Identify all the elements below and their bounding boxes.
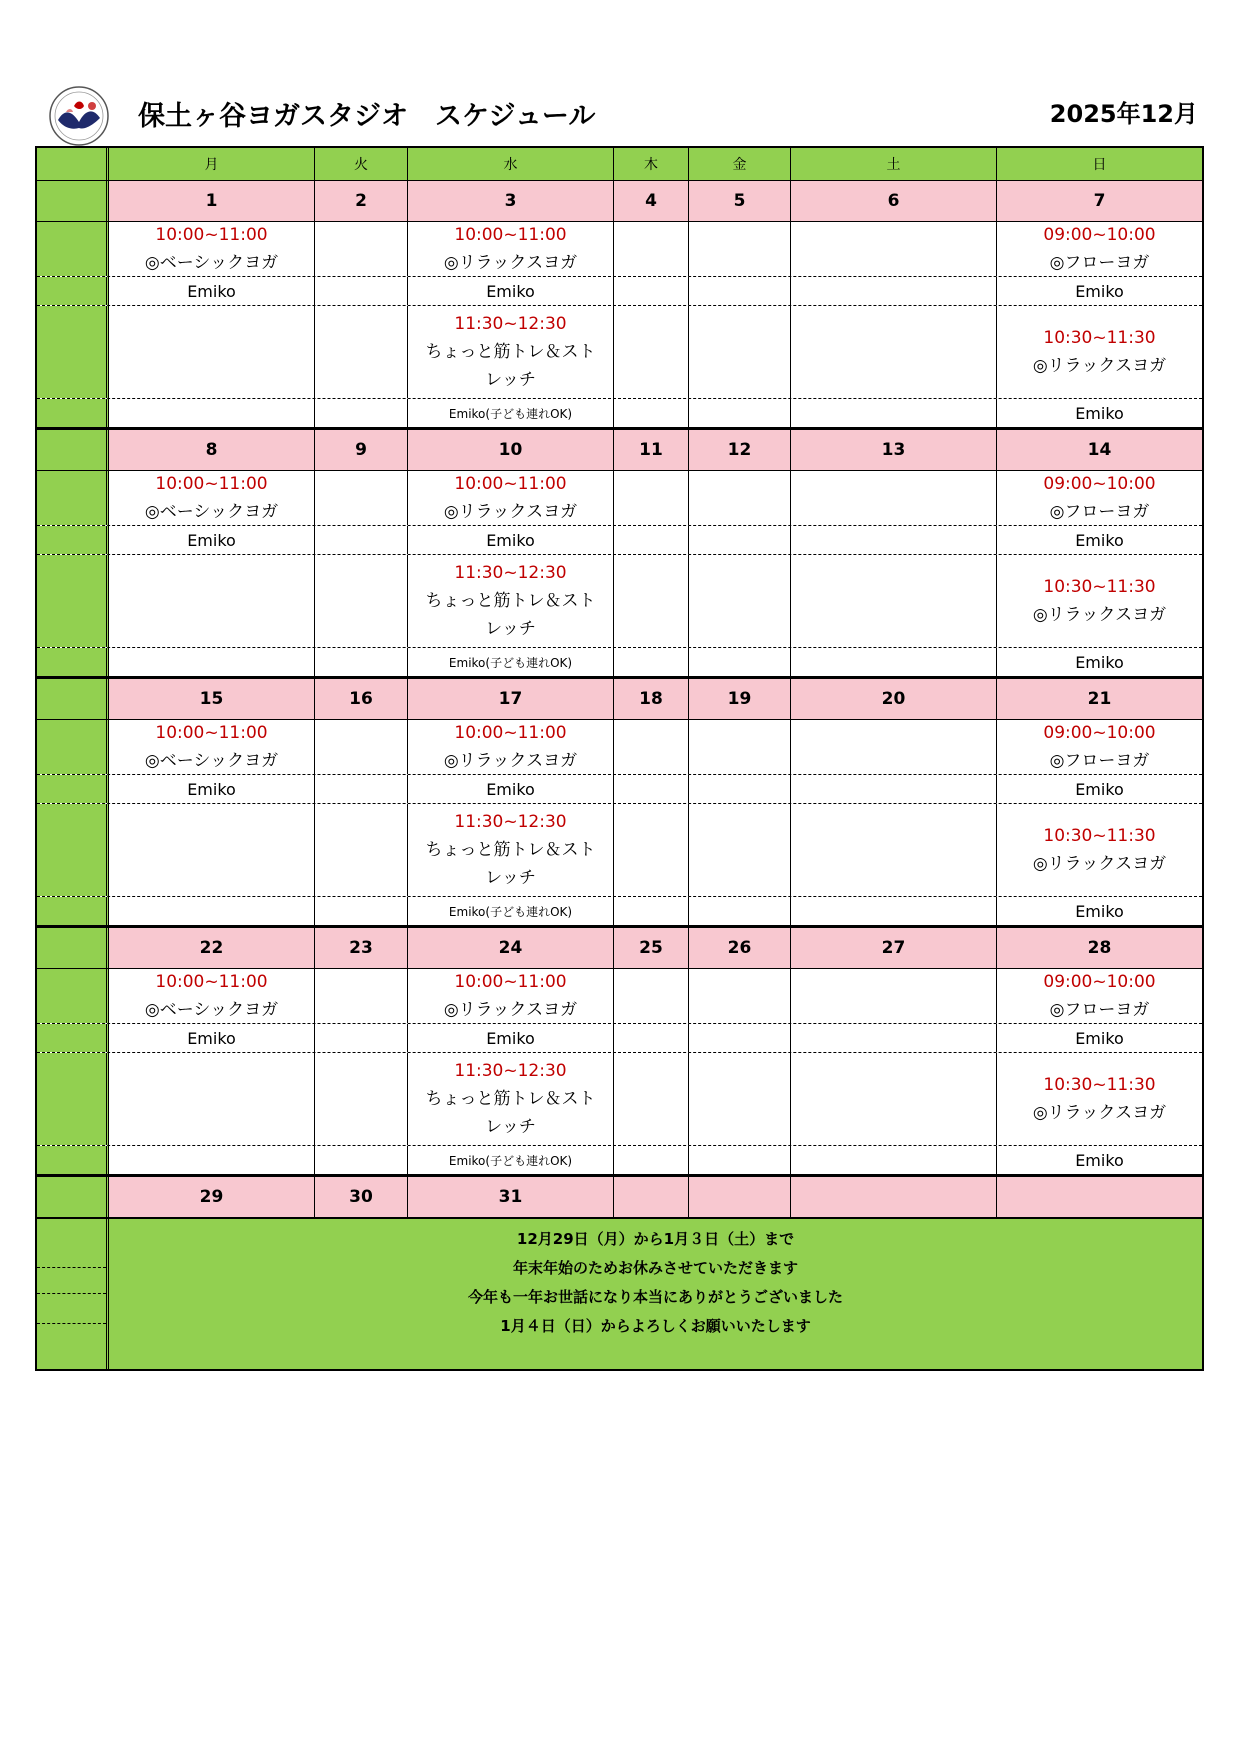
class-cell [109, 969, 315, 1023]
instructor-row-1 [37, 526, 1202, 555]
instructor-cell [315, 526, 408, 554]
date-cell: 29 [109, 1177, 315, 1217]
instructor-cell [315, 648, 408, 676]
date-cell: 21 [997, 679, 1202, 719]
instructor-cell: Emiko(子ども連れOK) [408, 399, 614, 427]
class-cell [109, 306, 315, 398]
weekday-header-row [37, 148, 1202, 181]
class-cell [997, 804, 1202, 896]
class-time: 09:00~10:00 [1043, 972, 1156, 992]
class-cell [997, 720, 1202, 774]
class-name: ◎ベーシックヨガ [144, 502, 279, 522]
instructor-cell [791, 648, 997, 676]
class-name-cont: レッチ [485, 370, 536, 390]
class-cell [408, 720, 614, 774]
instructor-cell: Emiko [109, 526, 315, 554]
instructor-cell [109, 399, 315, 427]
class-row-1 [37, 471, 1202, 526]
instructor-row-2 [37, 1146, 1202, 1176]
class-cell [109, 471, 315, 525]
class-cell [689, 969, 791, 1023]
row-gutter [37, 897, 109, 925]
instructor-cell: Emiko [109, 1024, 315, 1052]
class-cell [614, 471, 689, 525]
row-gutter [37, 430, 109, 470]
class-time: 10:30~11:30 [1043, 826, 1156, 846]
date-cell: 13 [791, 430, 997, 470]
date-cell [614, 1177, 689, 1217]
date-cell: 25 [614, 928, 689, 968]
class-cell [408, 969, 614, 1023]
class-time: 11:30~12:30 [454, 563, 567, 583]
class-cell [997, 471, 1202, 525]
class-cell [109, 222, 315, 276]
class-row-2 [37, 555, 1202, 648]
instructor-cell [109, 648, 315, 676]
date-cell [689, 1177, 791, 1217]
row-gutter [37, 1219, 109, 1369]
holiday-notice [109, 1219, 1202, 1369]
date-cell: 18 [614, 679, 689, 719]
instructor-cell [689, 399, 791, 427]
class-cell [315, 804, 408, 896]
instructor-cell [791, 775, 997, 803]
weekday-wed: 水 [408, 148, 614, 180]
class-cell [614, 969, 689, 1023]
date-cell: 8 [109, 430, 315, 470]
class-cell [408, 555, 614, 647]
row-gutter [37, 1146, 109, 1174]
class-time: 10:00~11:00 [454, 225, 567, 245]
row-gutter [37, 804, 109, 896]
instructor-cell [689, 526, 791, 554]
class-cell [408, 222, 614, 276]
class-cell [997, 306, 1202, 398]
notice-line-3: 今年も一年お世話になり本当にありがとうございました [467, 1288, 843, 1306]
date-cell: 5 [689, 181, 791, 221]
instructor-cell [689, 775, 791, 803]
instructor-cell: Emiko [408, 1024, 614, 1052]
class-cell [791, 804, 997, 896]
instructor-cell: Emiko [997, 775, 1202, 803]
class-name: ちょっと筋トレ＆スト [425, 591, 596, 611]
class-row-1 [37, 720, 1202, 775]
date-cell: 24 [408, 928, 614, 968]
class-time: 10:30~11:30 [1043, 328, 1156, 348]
date-cell: 16 [315, 679, 408, 719]
class-name: ◎フローヨガ [1049, 751, 1150, 771]
instructor-cell [614, 399, 689, 427]
date-cell: 23 [315, 928, 408, 968]
class-cell [689, 471, 791, 525]
instructor-cell [614, 648, 689, 676]
date-cell: 15 [109, 679, 315, 719]
instructor-row-1 [37, 277, 1202, 306]
row-gutter [37, 148, 109, 180]
class-cell [315, 306, 408, 398]
instructor-cell [614, 277, 689, 305]
date-cell [791, 1177, 997, 1217]
date-cell: 26 [689, 928, 791, 968]
row-gutter [37, 277, 109, 305]
date-row-last-week [37, 1176, 1202, 1218]
class-name: ◎フローヨガ [1049, 253, 1150, 273]
instructor-row-1 [37, 1024, 1202, 1053]
class-cell [997, 1053, 1202, 1145]
class-cell [408, 306, 614, 398]
class-cell [315, 1053, 408, 1145]
notice-row [37, 1218, 1202, 1369]
instructor-cell [614, 897, 689, 925]
date-cell: 7 [997, 181, 1202, 221]
page-title: 保土ヶ谷ヨガスタジオ スケジュール [138, 101, 596, 132]
instructor-cell [315, 897, 408, 925]
class-row-2 [37, 804, 1202, 897]
class-time: 10:30~11:30 [1043, 577, 1156, 597]
class-time: 10:00~11:00 [155, 972, 268, 992]
row-gutter [37, 399, 109, 427]
class-cell [997, 969, 1202, 1023]
class-cell [408, 804, 614, 896]
class-cell [614, 306, 689, 398]
class-cell [614, 222, 689, 276]
class-cell [791, 222, 997, 276]
row-gutter [37, 1053, 109, 1145]
instructor-cell: Emiko [109, 775, 315, 803]
class-name: ◎ベーシックヨガ [144, 253, 279, 273]
date-cell: 3 [408, 181, 614, 221]
instructor-cell [791, 1146, 997, 1174]
date-cell: 12 [689, 430, 791, 470]
class-time: 11:30~12:30 [454, 812, 567, 832]
date-cell: 10 [408, 430, 614, 470]
class-name: ◎フローヨガ [1049, 502, 1150, 522]
weekday-thu: 木 [614, 148, 689, 180]
class-name: ◎リラックスヨガ [443, 751, 578, 771]
date-cell: 22 [109, 928, 315, 968]
weekday-mon: 月 [109, 148, 315, 180]
class-name: ◎リラックスヨガ [443, 253, 578, 273]
class-cell [689, 720, 791, 774]
row-gutter [37, 555, 109, 647]
class-cell [408, 1053, 614, 1145]
class-time: 10:00~11:00 [454, 972, 567, 992]
row-gutter [37, 679, 109, 719]
class-name-cont: レッチ [485, 868, 536, 888]
instructor-cell [315, 1024, 408, 1052]
instructor-cell [689, 648, 791, 676]
row-gutter [37, 1024, 109, 1052]
instructor-cell [689, 277, 791, 305]
date-cell: 6 [791, 181, 997, 221]
instructor-cell [109, 1146, 315, 1174]
notice-line-4: 1月４日（日）からよろしくお願いいたします [500, 1317, 811, 1335]
row-gutter [37, 720, 109, 774]
class-time: 10:00~11:00 [155, 225, 268, 245]
weekday-sun: 日 [997, 148, 1202, 180]
date-row [37, 927, 1202, 969]
instructor-cell: Emiko [408, 775, 614, 803]
class-cell [689, 222, 791, 276]
instructor-cell: Emiko [997, 897, 1202, 925]
instructor-cell [791, 1024, 997, 1052]
instructor-row-2 [37, 897, 1202, 927]
instructor-row-2 [37, 399, 1202, 429]
class-cell [614, 555, 689, 647]
class-cell [109, 720, 315, 774]
date-cell: 2 [315, 181, 408, 221]
instructor-cell [791, 277, 997, 305]
class-row-2 [37, 306, 1202, 399]
class-time: 10:00~11:00 [454, 474, 567, 494]
instructor-cell [109, 897, 315, 925]
class-time: 10:00~11:00 [155, 474, 268, 494]
class-name-cont: レッチ [485, 1117, 536, 1137]
class-name: ◎リラックスヨガ [1032, 854, 1167, 874]
month-label: 2025年12月 [1049, 100, 1198, 128]
date-cell: 11 [614, 430, 689, 470]
instructor-cell [689, 897, 791, 925]
class-cell [791, 471, 997, 525]
class-cell [791, 1053, 997, 1145]
date-cell: 17 [408, 679, 614, 719]
row-gutter [37, 222, 109, 276]
class-name: ◎リラックスヨガ [443, 1000, 578, 1020]
class-cell [997, 555, 1202, 647]
class-cell [791, 306, 997, 398]
class-name: ちょっと筋トレ＆スト [425, 840, 596, 860]
instructor-cell [791, 897, 997, 925]
instructor-cell [689, 1024, 791, 1052]
row-gutter [37, 928, 109, 968]
instructor-cell: Emiko [408, 277, 614, 305]
instructor-cell [791, 526, 997, 554]
class-cell [791, 555, 997, 647]
class-cell [689, 306, 791, 398]
instructor-cell: Emiko [997, 526, 1202, 554]
instructor-cell: Emiko [997, 1146, 1202, 1174]
instructor-cell [614, 1024, 689, 1052]
lotus-logo-icon [44, 84, 114, 148]
date-cell: 30 [315, 1177, 408, 1217]
instructor-cell [315, 399, 408, 427]
notice-line-1: 12月29日（月）から1月３日（土）まで [516, 1230, 795, 1248]
class-cell [109, 555, 315, 647]
row-gutter [37, 181, 109, 221]
date-cell: 19 [689, 679, 791, 719]
class-cell [315, 969, 408, 1023]
instructor-row-2 [37, 648, 1202, 678]
date-row [37, 181, 1202, 222]
date-cell: 27 [791, 928, 997, 968]
date-cell [997, 1177, 1202, 1217]
class-cell [315, 555, 408, 647]
instructor-cell: Emiko(子ども連れOK) [408, 648, 614, 676]
instructor-cell [315, 1146, 408, 1174]
instructor-cell: Emiko [997, 648, 1202, 676]
instructor-cell: Emiko [997, 277, 1202, 305]
class-cell [791, 969, 997, 1023]
date-cell: 20 [791, 679, 997, 719]
class-time: 09:00~10:00 [1043, 225, 1156, 245]
instructor-cell [689, 1146, 791, 1174]
page-header [44, 84, 1204, 144]
date-cell: 4 [614, 181, 689, 221]
class-time: 09:00~10:00 [1043, 474, 1156, 494]
class-cell [315, 222, 408, 276]
class-name: ちょっと筋トレ＆スト [425, 342, 596, 362]
date-cell: 28 [997, 928, 1202, 968]
class-name: ◎リラックスヨガ [1032, 605, 1167, 625]
class-cell [109, 804, 315, 896]
class-row-2 [37, 1053, 1202, 1146]
date-cell: 9 [315, 430, 408, 470]
date-row [37, 678, 1202, 720]
class-name: ◎リラックスヨガ [443, 502, 578, 522]
class-cell [109, 1053, 315, 1145]
class-time: 10:00~11:00 [155, 723, 268, 743]
instructor-cell [315, 775, 408, 803]
weekday-sat: 土 [791, 148, 997, 180]
date-cell: 31 [408, 1177, 614, 1217]
date-cell: 1 [109, 181, 315, 221]
class-time: 11:30~12:30 [454, 314, 567, 334]
instructor-cell: Emiko(子ども連れOK) [408, 1146, 614, 1174]
class-time: 10:00~11:00 [454, 723, 567, 743]
row-gutter [37, 648, 109, 676]
instructor-cell [315, 277, 408, 305]
row-gutter [37, 775, 109, 803]
class-cell [408, 471, 614, 525]
class-cell [614, 720, 689, 774]
instructor-cell: Emiko [997, 399, 1202, 427]
class-cell [315, 471, 408, 525]
notice-line-2: 年末年始のためお休みさせていただきます [512, 1259, 798, 1277]
row-gutter [37, 471, 109, 525]
class-name: ◎リラックスヨガ [1032, 1103, 1167, 1123]
class-cell [315, 720, 408, 774]
class-time: 10:30~11:30 [1043, 1075, 1156, 1095]
date-cell: 14 [997, 430, 1202, 470]
class-row-1 [37, 969, 1202, 1024]
class-cell [614, 804, 689, 896]
schedule-calendar [35, 146, 1204, 1371]
class-name: ◎フローヨガ [1049, 1000, 1150, 1020]
class-cell [614, 1053, 689, 1145]
instructor-cell: Emiko(子ども連れOK) [408, 897, 614, 925]
instructor-row-1 [37, 775, 1202, 804]
class-cell [689, 1053, 791, 1145]
instructor-cell: Emiko [408, 526, 614, 554]
instructor-cell: Emiko [997, 1024, 1202, 1052]
row-gutter [37, 526, 109, 554]
weekday-tue: 火 [315, 148, 408, 180]
class-name: ◎ベーシックヨガ [144, 1000, 279, 1020]
class-cell [689, 555, 791, 647]
class-cell [689, 804, 791, 896]
row-gutter [37, 306, 109, 398]
instructor-cell: Emiko [109, 277, 315, 305]
class-time: 09:00~10:00 [1043, 723, 1156, 743]
class-name: ちょっと筋トレ＆スト [425, 1089, 596, 1109]
instructor-cell [614, 775, 689, 803]
row-gutter [37, 1177, 109, 1217]
instructor-cell [614, 526, 689, 554]
instructor-cell [791, 399, 997, 427]
class-time: 11:30~12:30 [454, 1061, 567, 1081]
date-row [37, 429, 1202, 471]
class-name-cont: レッチ [485, 619, 536, 639]
class-row-1 [37, 222, 1202, 277]
class-name: ◎リラックスヨガ [1032, 356, 1167, 376]
class-cell [997, 222, 1202, 276]
class-name: ◎ベーシックヨガ [144, 751, 279, 771]
row-gutter [37, 969, 109, 1023]
class-cell [791, 720, 997, 774]
instructor-cell [614, 1146, 689, 1174]
weekday-fri: 金 [689, 148, 791, 180]
